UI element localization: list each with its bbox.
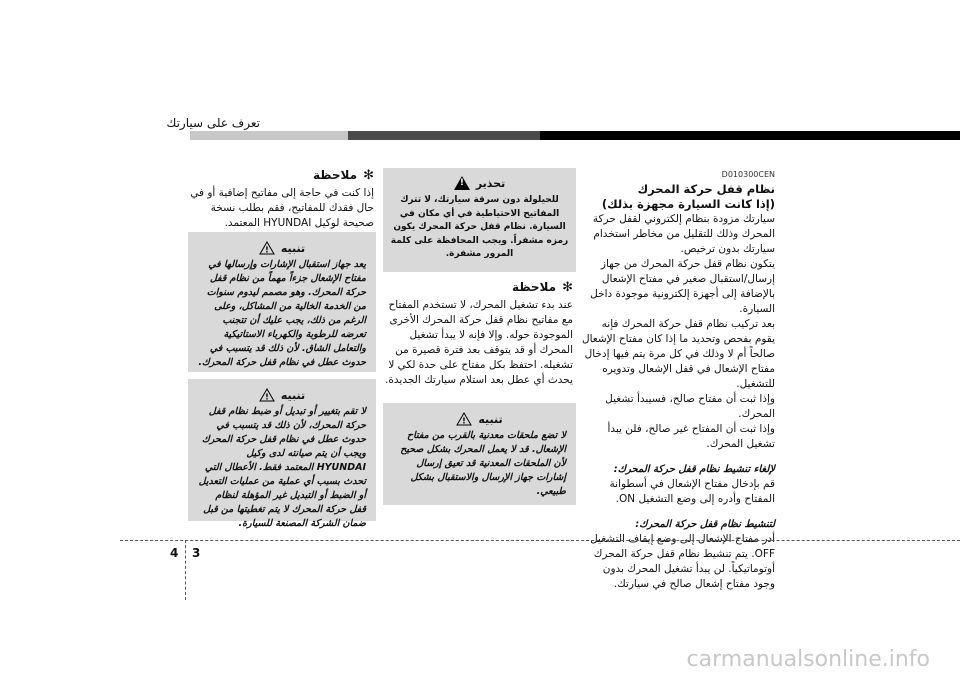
svg-text:!: ! — [462, 416, 467, 426]
paragraph-check: بعد تركيب نظام قفل حركة المحرك فإنه يقوم بفحص وتحديد ما إذا كان مفتاح الإشعال صالحاً أم لا وذلك في كل مرة يتم فيها إدخال مفتاح الإشعال في قفل الإشعال وتدويره للتشغيل. — [581, 318, 775, 390]
note-heading — [381, 280, 573, 295]
note-text-left: إذا كنت في حاجة إلى مفاتيح إضافية أو في حال فقدك للمفاتيح، فقم بطلب نسخة صحيحة لوكيل HYUNDAI المعتمد. — [190, 187, 374, 229]
section-subtitle: (إذا كانت السيارة مجهزة بذلك) — [601, 197, 775, 211]
svg-text:!: ! — [265, 245, 269, 255]
caution-label-1: تنبيه — [280, 241, 306, 255]
paragraph-invalid: وإذا ثبت أن المفتاح غير صالح، فلن يبدأ تشغيل المحرك. — [607, 423, 775, 450]
caution-label: تنبيه — [478, 412, 503, 426]
svg-text:!: ! — [265, 392, 269, 402]
caution-text-2: لا تقم بتغيير أو تبديل أو ضبط نظام قفل حركة المحرك، لأن ذلك قد يتسبب في حدوث عطل في نظام قفل حركة المحرك ويجب أن يتم صيانته لدى وكيل HYUNDAI المعتمد فقط. الأعطال التي تحدث بسبب أي عملية من عمليات التعديل أو الضبط أو التبديل غير المؤهلة لنظام قفل حركة المحرك لا يتم تغطيتها من قبل ضمان الشركة المصنعة للسيارة. — [198, 406, 366, 529]
note-title-left: ملاحظة — [312, 168, 358, 182]
page-header-title: تعرف على سيارتك — [166, 116, 260, 130]
activate-heading: لتنشيط نظام قفل حركة المحرك: — [635, 519, 775, 530]
note-title: ملاحظة — [511, 280, 557, 294]
caution-triangle-icon — [456, 412, 472, 426]
caution-triangle-icon — [259, 388, 275, 402]
section-code: D010300CEN — [721, 170, 775, 179]
note-heading-left — [184, 168, 374, 183]
warning-box — [383, 168, 576, 272]
caution-box-left-1 — [188, 232, 376, 372]
paragraph-intro: سيارتك مزودة بنظام إلكتروني لقفل حركة المحرك وذلك للتقليل من مخاطر استخدام سيارتك بدون ترخيص. — [592, 213, 775, 255]
right-column — [580, 182, 775, 592]
header-bar — [190, 131, 960, 140]
section-title: نظام قفل حركة المحرك — [637, 182, 775, 196]
caution-label-2: تنبيه — [280, 388, 306, 402]
warning-label: تحذير — [475, 176, 506, 190]
deactivate-heading: لإلغاء تنشيط نظام قفل حركة المحرك: — [613, 464, 775, 475]
footer-vertical-divider — [185, 540, 186, 600]
paragraph-components: يتكون نظام قفل حركة المحرك من جهاز إرسال/استقبال صغير في مفتاح الإشعال بالإضافة إلى أجهزة إلكترونية موجودة داخل السيارة. — [590, 258, 775, 315]
asterisk-icon: ✻ — [562, 280, 573, 295]
warning-triangle-icon: ! — [454, 176, 470, 190]
caution-text: لا تضع ملحقات معدنية بالقرب من مفتاح الإشعال. قد لا يعمل المحرك بشكل صحيح لأن الملحقات المعدنية قد تعيق إرسال إشارات جهاز الإرسال والاستقبال بشكل طبيعي. — [400, 430, 566, 497]
caution-triangle-icon — [259, 241, 275, 255]
caution-box-left-2 — [188, 379, 376, 529]
note-text: عند بدء تشغيل المحرك، لا تستخدم المفتاح مع مفاتيح نظام قفل حركة المحرك الأخرى الموجودة حوله. وإلا فإنه لا يبدأ تشغيل المحرك أو قد يتوقف بعد فترة قصيرة من تشغيله. احتفظ بكل مفتاح على حدة لكي لا يحدث أي عطل بعد استلام سيارتك الجديدة. — [385, 299, 573, 386]
left-note — [184, 168, 374, 231]
page-number-left: 4 — [170, 546, 179, 560]
caution-box-middle — [383, 403, 576, 505]
page-number-right: 3 — [192, 546, 201, 560]
footer-divider — [120, 540, 960, 541]
middle-note — [381, 280, 573, 388]
paragraph-deactivate: قم بإدخال مفتاح الإشعال في أسطوانة المفتاح وأدره إلى وضع التشغيل ON. — [609, 478, 775, 505]
paragraph-activate: أدر مفتاح الإشعال إلى وضع إيقاف التشغيل OFF. يتم تنشيط نظام قفل حركة المحرك أوتوماتيكياً. لن يبدأ تشغيل المحرك بدون وجود مفتاح إشعال صالح في سيارتك. — [590, 533, 775, 590]
watermark: carmanualsonline.info — [686, 647, 930, 672]
caution-text-1: يعد جهاز استقبال الإشارات وإرسالها في مفتاح الإشعال جزءاً مهماً من نظام قفل حركة المحرك. وهو مصمم ليدوم سنوات من الخدمة الخالية من المشاكل، وعلى الرغم من ذلك، يجب عليك أن تتجنب تعرضه للرطوبة والكهرباء الاستاتيكية والتعامل الشاق. لأن ذلك قد يتسبب في حدوث عطل في نظام قفل حركة المحرك. — [198, 259, 366, 368]
asterisk-icon: ✻ — [363, 168, 374, 183]
paragraph-valid: وإذا ثبت أن مفتاح صالح، فسيبدأ تشغيل المحرك. — [605, 393, 775, 420]
warning-text: للحيلولة دون سرقة سيارتك، لا تترك المفاتيح الاحتياطية في أي مكان في السيارة. نظام قفل حركة المحرك يكون رمزه مشفراً. ويجب المحافظة على كلمة المرور مشفرة. — [390, 195, 569, 259]
